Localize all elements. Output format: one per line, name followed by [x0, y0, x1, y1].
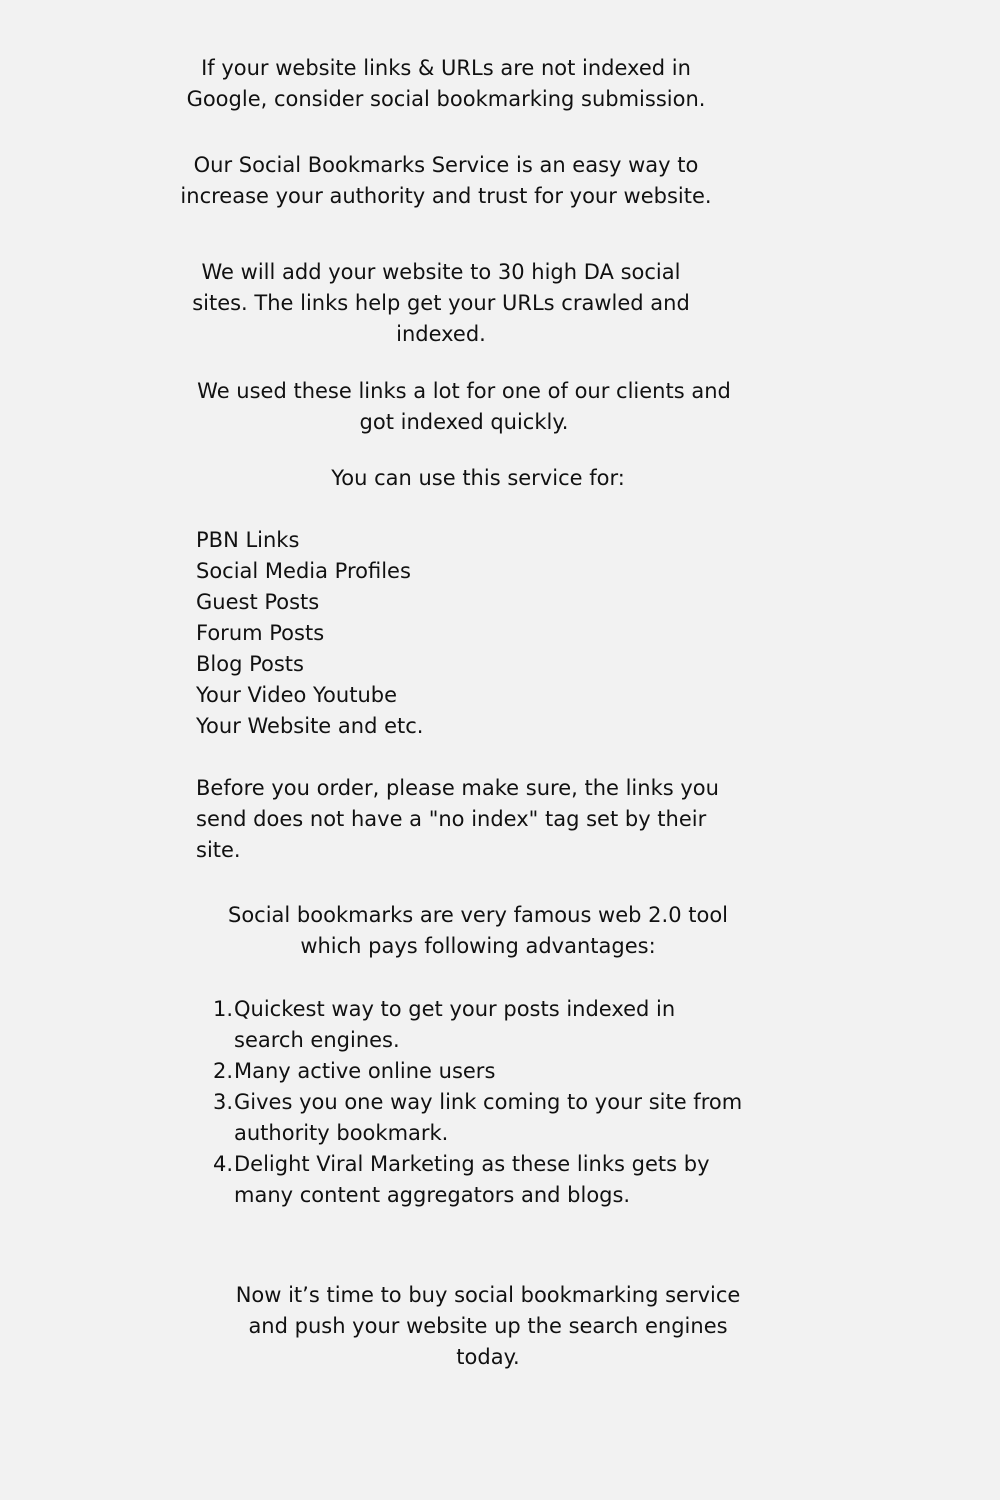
text-line: You can use this service for: [331, 466, 625, 490]
text-line: authority bookmark. [234, 1121, 449, 1145]
text-line: If your website links & URLs are not indexed in [201, 56, 691, 80]
list-item: Blog Posts [196, 652, 304, 676]
advantage-item [196, 994, 742, 1056]
text-line: and push your website up the search engines [248, 1314, 728, 1338]
text-line: We will add your website to 30 high DA social [201, 260, 681, 284]
text-line: got indexed quickly. [359, 410, 569, 434]
high-da-paragraph [186, 257, 696, 350]
list-item: Your Video Youtube [196, 683, 398, 707]
text-line: Now it’s time to buy social bookmarking service [235, 1283, 741, 1307]
advantages-list [196, 994, 742, 1211]
text-line: many content aggregators and blogs. [234, 1183, 631, 1207]
intro-paragraph [176, 53, 716, 115]
list-item: Social Media Profiles [196, 559, 411, 583]
text-line: Delight Viral Marketing as these links gets by [234, 1152, 710, 1176]
item-number: 2. [212, 1059, 233, 1083]
text-line: Google, consider social bookmarking submission. [186, 87, 706, 111]
advantages-intro [206, 900, 750, 962]
text-line: Our Social Bookmarks Service is an easy way to [193, 153, 699, 177]
list-item: Guest Posts [196, 590, 320, 614]
text-line: Social bookmarks are very famous web 2.0 tool [227, 903, 728, 927]
list-item: PBN Links [196, 528, 300, 552]
text-line: Gives you one way link coming to your site from [234, 1090, 743, 1114]
item-number: 4. [212, 1152, 233, 1176]
service-paragraph [172, 150, 720, 212]
closing-paragraph [220, 1280, 756, 1373]
item-number: 1. [212, 997, 233, 1021]
uses-heading [300, 463, 656, 494]
text-line: Many active online users [234, 1059, 496, 1083]
item-number: 3. [212, 1090, 233, 1114]
text-line: send does not have a "no index" tag set by their [196, 807, 707, 831]
text-line: increase your authority and trust for your website. [180, 184, 712, 208]
text-line: site. [196, 838, 241, 862]
text-line: indexed. [396, 322, 486, 346]
text-line: We used these links a lot for one of our clients and [197, 379, 731, 403]
list-item: Your Website and etc. [196, 714, 424, 738]
advantage-item [196, 1087, 742, 1149]
list-item: Forum Posts [196, 621, 325, 645]
text-line: search engines. [234, 1028, 400, 1052]
text-line: Before you order, please make sure, the links you [196, 776, 719, 800]
clients-paragraph [184, 376, 744, 438]
advantage-item [196, 1056, 742, 1087]
advantage-item [196, 1149, 742, 1211]
uses-list [196, 525, 423, 742]
noindex-warning [196, 773, 756, 866]
text-line: Quickest way to get your posts indexed in [234, 997, 676, 1021]
text-line: today. [456, 1345, 520, 1369]
text-line: sites. The links help get your URLs crawled and [192, 291, 690, 315]
text-line: which pays following advantages: [300, 934, 656, 958]
